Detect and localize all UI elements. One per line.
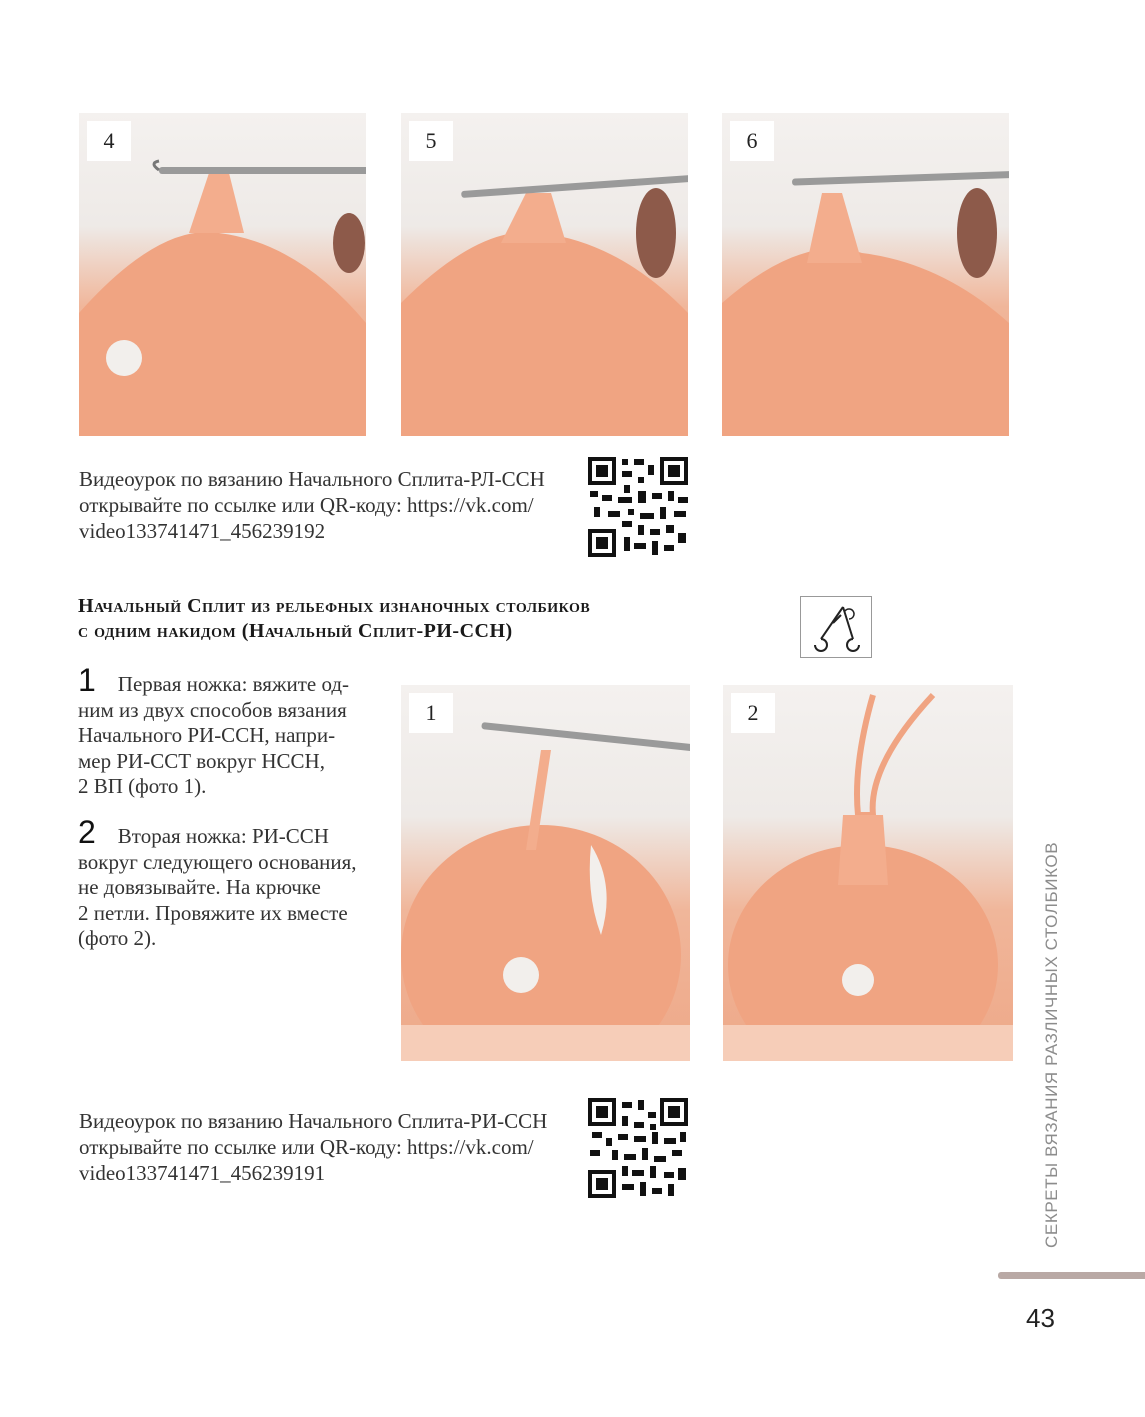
step-number: 1 [78, 662, 96, 698]
stitch-symbol-icon [800, 596, 872, 658]
photo-number: 4 [87, 121, 131, 161]
page-number: 43 [1026, 1303, 1055, 1333]
photo-step-1 [401, 685, 690, 1061]
photo-number: 1 [409, 693, 453, 733]
qr-code-icon[interactable] [588, 1098, 688, 1198]
caption-line: video133741471_456239192 [79, 519, 326, 543]
step-text: Вторая ножка: РИ-ССН [117, 824, 329, 848]
crochet-photo-illustration [401, 113, 688, 436]
chapter-marker-bar [998, 1272, 1145, 1279]
photo-step-4 [79, 113, 366, 436]
caption-line: Видеоурок по вязанию Начального Сплита-РЛ-ССН [79, 467, 545, 491]
step-line: мер РИ-ССТ вокруг НССН, [78, 748, 325, 773]
step-number: 2 [78, 814, 96, 850]
step-line [78, 662, 363, 698]
video-caption-bottom [79, 1108, 547, 1186]
step-1 [78, 662, 363, 800]
step-line: ним из двух способов вязания [78, 697, 347, 722]
crochet-photo-illustration [723, 685, 1013, 1061]
step-line [78, 814, 363, 850]
chapter-side-title: СЕКРЕТЫ ВЯЗАНИЯ РАЗЛИЧНЫХ СТОЛБИКОВ [1042, 841, 1061, 1248]
caption-line: открывайте по ссылке или QR-коду: https://vk.com/ [79, 1135, 534, 1159]
photo-number: 6 [730, 121, 774, 161]
video-caption-top [79, 466, 545, 544]
photo-step-6 [722, 113, 1009, 436]
heading-line: Начальный Сплит из рельефных изнаночных столбиков [78, 595, 591, 617]
step-text: Первая ножка: вяжите од- [117, 672, 350, 696]
photo-step-2 [723, 685, 1013, 1061]
step-line: 2 петли. Провяжите их вместе [78, 900, 348, 925]
crochet-photo-illustration [401, 685, 690, 1061]
section-heading [78, 594, 788, 644]
crochet-photo-illustration [722, 113, 1009, 436]
photo-number: 5 [409, 121, 453, 161]
photo-step-5 [401, 113, 688, 436]
crochet-photo-illustration [79, 113, 366, 436]
qr-code-icon[interactable] [588, 457, 688, 557]
caption-line: открывайте по ссылке или QR-коду: https://vk.com/ [79, 493, 534, 517]
step-line: 2 ВП (фото 1). [78, 774, 207, 798]
step-2 [78, 814, 363, 952]
heading-line: с одним накидом (Начальный Сплит-РИ-ССН) [78, 620, 513, 642]
step-line: не довязывайте. На крючке [78, 875, 321, 899]
step-line: (фото 2). [78, 926, 157, 950]
step-line: вокруг следующего основания, [78, 849, 357, 874]
caption-line: Видеоурок по вязанию Начального Сплита-РИ-ССН [79, 1109, 548, 1133]
caption-line: video133741471_456239191 [79, 1161, 326, 1185]
step-line: Начального РИ-ССН, напри- [78, 723, 336, 747]
photo-number: 2 [731, 693, 775, 733]
